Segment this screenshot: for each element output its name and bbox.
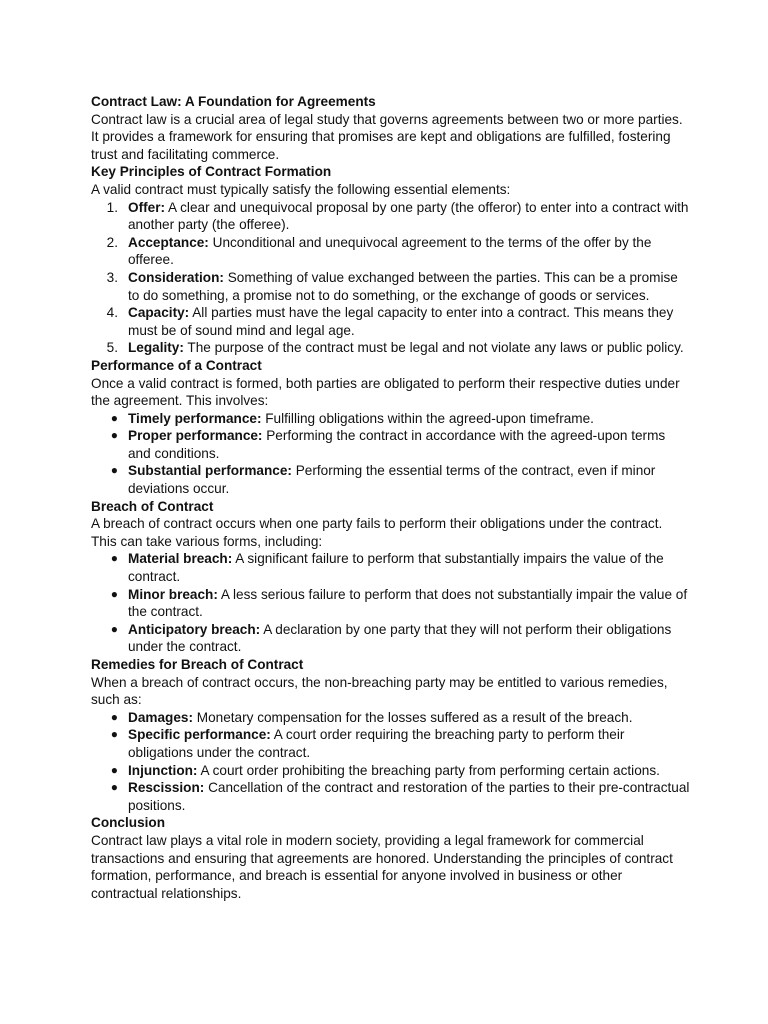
list-number: 2. [106,234,118,250]
section-lead: Contract law plays a vital role in modern society, providing a legal framework for commercial transactions and ensuring that agreements are honored. Understanding the principles of contract formation, performance, and breach is essential for anyone involved in business or other contractual relationships. [91,832,673,901]
bullet-icon: ● [110,762,118,777]
document-body [91,93,691,902]
list-item-term: Proper performance: [128,428,263,444]
list-item-term: Material breach: [128,551,233,567]
numbered-list [91,199,691,357]
bullet-icon: ● [110,727,118,742]
bullet-icon: ● [110,780,118,795]
list-item-term: Anticipatory breach: [128,621,261,637]
list-item [91,621,691,656]
list-item-term: Offer: [128,199,166,215]
list-item [91,462,691,497]
list-item [91,269,691,304]
section-heading: Performance of a Contract [91,357,262,373]
section-heading: Remedies for Breach of Contract [91,657,304,672]
list-item-text: Performing the contract in accordance with the agreed-upon terms and conditions. [128,428,666,461]
bullet-icon: ● [110,709,118,724]
bullet-icon: ● [110,586,118,601]
list-item-term: Injunction: [128,762,198,778]
section-heading: Conclusion [91,815,166,831]
bullet-icon: ● [110,410,118,425]
list-number: 5. [106,340,118,356]
list-item [91,304,691,339]
list-item [91,550,691,585]
bullet-list [91,709,691,815]
list-item-text: Cancellation of the contract and restoration of the parties to their pre-contractual positions. [128,780,690,813]
list-item-term: Substantial performance: [128,463,292,479]
list-item [91,762,691,780]
list-item-text: A court order requiring the breaching party to perform their obligations under the contract. [128,727,625,760]
list-item-term: Legality: [128,340,184,356]
list-item-term: Minor breach: [128,586,218,602]
list-item-text: Monetary compensation for the losses suffered as a result of the breach. [192,709,633,725]
list-item-text: A declaration by one party that they will not perform their obligations under the contract. [128,621,672,655]
list-item-text: Something of value exchanged between the parties. This can be a promise to do something, a promise not to do something, or the exchange of goods or services. [128,269,678,303]
list-item [91,709,691,727]
list-item-term: Specific performance: [128,727,271,743]
list-item-term: Rescission: [128,780,205,796]
list-item [91,427,691,462]
list-item-text: Unconditional and unequivocal agreement to the terms of the offer by the offeree. [128,234,652,268]
bullet-list [91,550,691,656]
list-item [91,586,691,621]
sections-container [91,163,691,902]
bullet-icon: ● [110,428,118,443]
list-number: 4. [106,305,118,321]
section-lead: A valid contract must typically satisfy the following essential elements: [91,181,511,197]
section-heading: Key Principles of Contract Formation [91,164,332,180]
list-item-text: A significant failure to perform that substantially impairs the value of the contract. [128,551,664,585]
bullet-list [91,410,691,498]
list-item [91,234,691,269]
list-item-term: Timely performance: [128,410,262,426]
list-number: 1. [106,199,118,215]
list-item [91,410,691,428]
list-item-term: Capacity: [128,305,190,321]
intro-paragraph: Contract law is a crucial area of legal study that governs agreements between two or more parties. It provides a framework for ensuring that promises are kept and obligations are fulfilled, fostering trust and facilitating commerce. [91,111,683,162]
list-item-text: The purpose of the contract must be legal and not violate any laws or public policy. [183,340,684,356]
list-item-term: Damages: [128,709,193,725]
list-item-term: Acceptance: [128,234,209,250]
list-item-text: Performing the essential terms of the contract, even if minor deviations occur. [128,463,656,497]
bullet-icon: ● [110,551,118,566]
list-item-text: Fulfilling obligations within the agreed-upon timeframe. [261,410,594,426]
list-item-text: A clear and unequivocal proposal by one party (the offeror) to enter into a contract with another party (the offeree). [128,199,689,233]
list-item [91,339,691,357]
list-item [91,779,691,814]
document-title: Contract Law: A Foundation for Agreements [91,94,376,109]
section-lead: When a breach of contract occurs, the non-breaching party may be entitled to various remedies, such as: [91,674,668,708]
section-heading: Breach of Contract [91,498,214,514]
list-item-text: A less serious failure to perform that does not substantially impair the value of the contract. [128,586,688,620]
list-number: 3. [106,269,118,285]
list-item [91,726,691,761]
list-item [91,199,691,234]
list-item-term: Consideration: [128,269,224,285]
section-lead: A breach of contract occurs when one party fails to perform their obligations under the contract. This can take various forms, including: [91,516,663,549]
section-lead: Once a valid contract is formed, both parties are obligated to perform their respective duties under the agreement. This involves: [91,375,680,409]
bullet-icon: ● [110,621,118,636]
list-item-text: A court order prohibiting the breaching party from performing certain actions. [197,762,660,778]
list-item-text: All parties must have the legal capacity to enter into a contract. This means they must be of sound mind and legal age. [128,305,674,338]
bullet-icon: ● [110,463,118,478]
